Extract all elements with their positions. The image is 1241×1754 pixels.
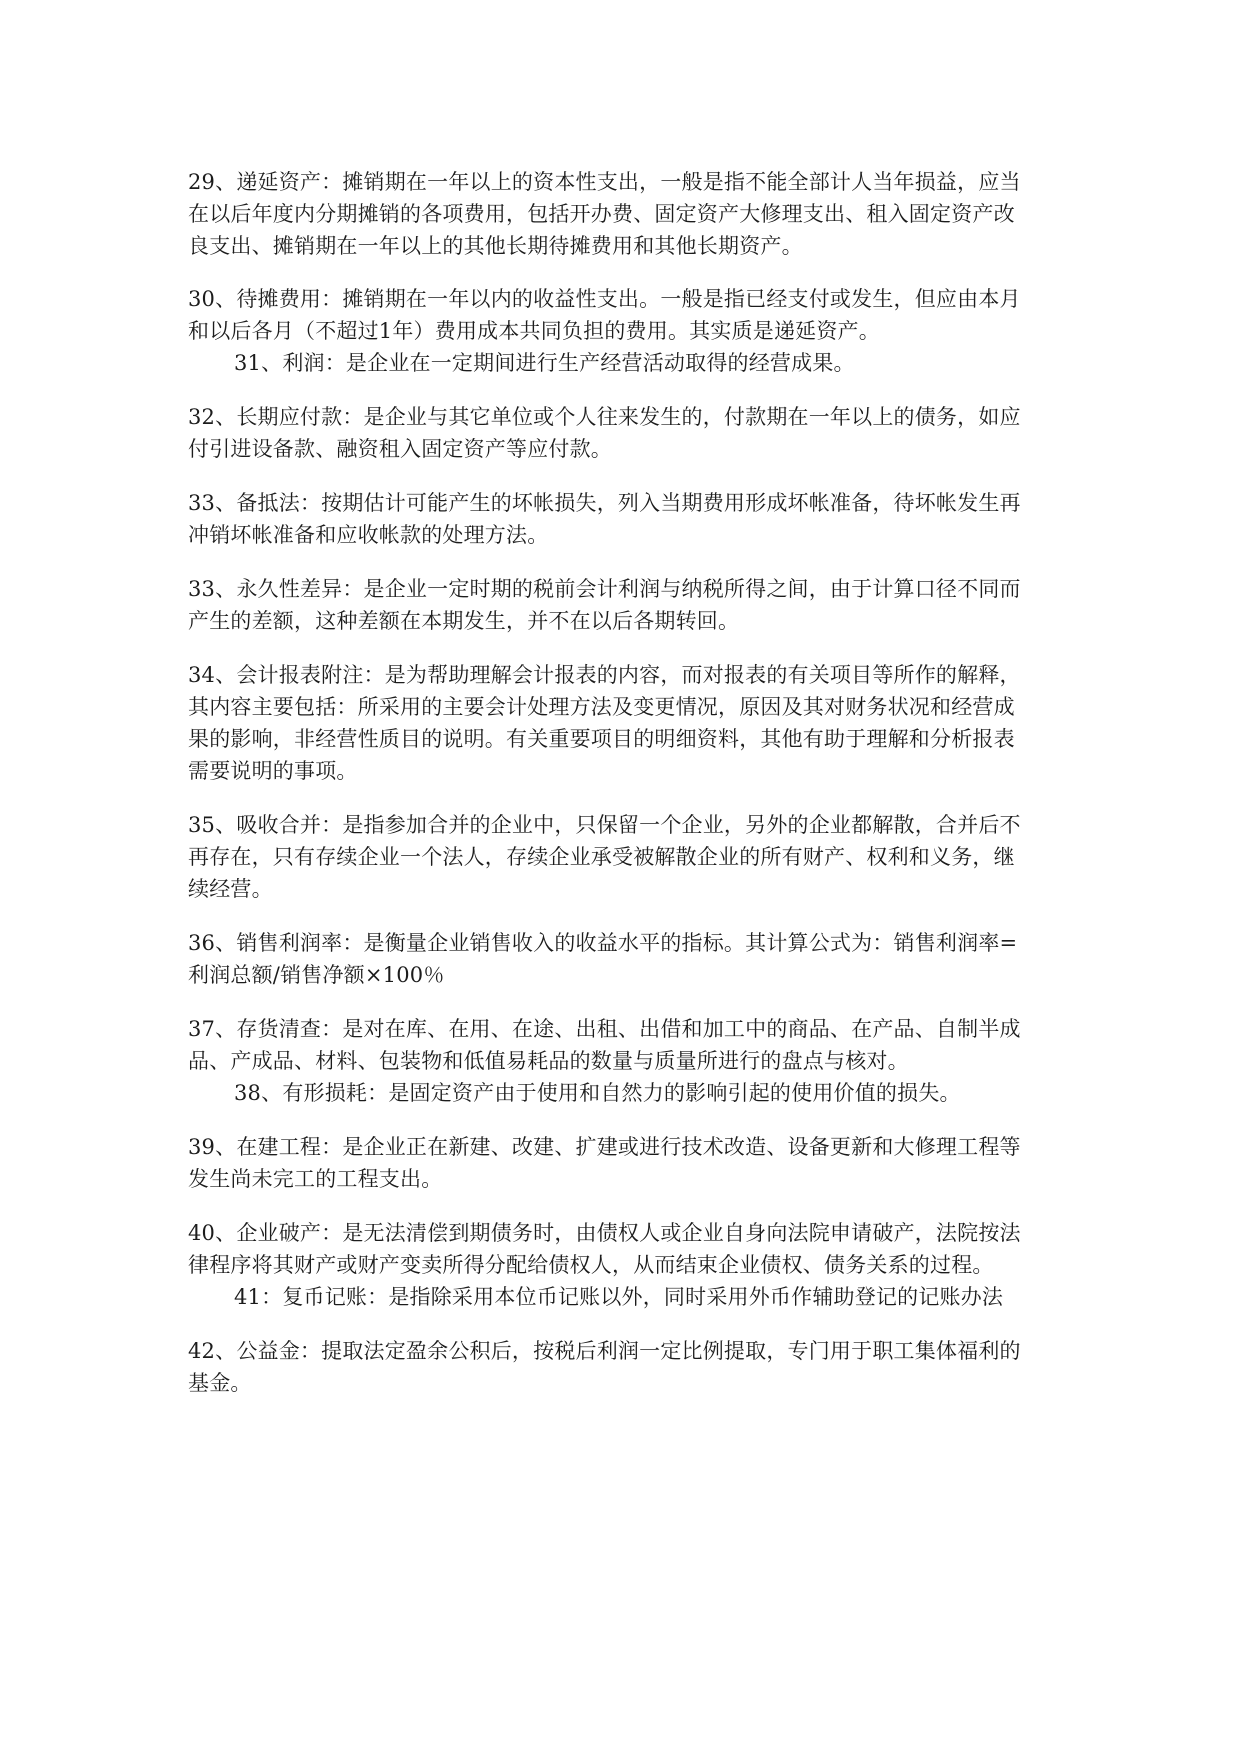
text-line: 37、存货清查：是对在库、在用、在途、出租、出借和加工中的商品、在产品、自制半成 <box>188 1017 1021 1041</box>
text-line: 续经营。 <box>188 877 273 901</box>
text-line: 品、产成品、材料、包装物和低值易耗品的数量与质量所进行的盘点与核对。 <box>188 1049 909 1073</box>
text-line: 41：复币记账：是指除采用本位币记账以外，同时采用外币作辅助登记的记账办法 <box>234 1285 1004 1309</box>
text-line: 36、销售利润率：是衡量企业销售收入的收益水平的指标。其计算公式为：销售利润率= <box>188 931 1018 955</box>
text-line: 29、递延资产：摊销期在一年以上的资本性支出，一般是指不能全部计人当年损益，应当 <box>188 170 1021 194</box>
text-line: 冲销坏帐准备和应收帐款的处理方法。 <box>188 523 549 547</box>
text-line: 32、长期应付款：是企业与其它单位或个人往来发生的，付款期在一年以上的债务，如应 <box>188 405 1021 429</box>
text-line: 再存在，只有存续企业一个法人，存续企业承受被解散企业的所有财产、权利和义务，继 <box>188 845 1015 869</box>
text-line: 30、待摊费用：摊销期在一年以内的收益性支出。一般是指已经支付或发生，但应由本月 <box>188 287 1021 311</box>
text-line: 需要说明的事项。 <box>188 759 358 783</box>
text-line: 发生尚未完工的工程支出。 <box>188 1167 443 1191</box>
text-line: 在以后年度内分期摊销的各项费用，包括开办费、固定资产大修理支出、租入固定资产改 <box>188 202 1015 226</box>
text-line: 其内容主要包括：所采用的主要会计处理方法及变更情况，原因及其对财务状况和经营成 <box>188 695 1015 719</box>
text-line: 33、备抵法：按期估计可能产生的坏帐损失，列入当期费用形成坏帐准备，待坏帐发生再 <box>188 491 1021 515</box>
text-line: 良支出、摊销期在一年以上的其他长期待摊费用和其他长期资产。 <box>188 234 803 258</box>
text-line: 律程序将其财产或财产变卖所得分配给债权人，从而结束企业债权、债务关系的过程。 <box>188 1253 994 1277</box>
text-line: 38、有形损耗：是固定资产由于使用和自然力的影响引起的使用价值的损失。 <box>234 1081 961 1105</box>
text-line: 34、会计报表附注：是为帮助理解会计报表的内容，而对报表的有关项目等所作的解释， <box>188 663 1021 687</box>
text-line: 39、在建工程：是企业正在新建、改建、扩建或进行技术改造、设备更新和大修理工程等 <box>188 1135 1021 1159</box>
text-line: 33、永久性差异：是企业一定时期的税前会计利润与纳税所得之间，由于计算口径不同而 <box>188 577 1021 601</box>
text-line: 40、企业破产：是无法清偿到期债务时，由债权人或企业自身向法院申请破产，法院按法 <box>188 1221 1021 1245</box>
text-line: 和以后各月（不超过1年）费用成本共同负担的费用。其实质是递延资产。 <box>188 319 880 343</box>
text-line: 果的影响，非经营性质目的说明。有关重要项目的明细资料，其他有助于理解和分析报表 <box>188 727 1015 751</box>
text-line: 42、公益金：提取法定盈余公积后，按税后利润一定比例提取，专门用于职工集体福利的 <box>188 1339 1021 1363</box>
text-line: 产生的差额，这种差额在本期发生，并不在以后各期转回。 <box>188 609 740 633</box>
text-line: 35、吸收合并：是指参加合并的企业中，只保留一个企业，另外的企业都解散，合并后不 <box>188 813 1021 837</box>
text-line: 基金。 <box>188 1371 252 1395</box>
text-line: 31、利润：是企业在一定期间进行生产经营活动取得的经营成果。 <box>234 351 855 375</box>
text-line: 付引进设备款、融资租入固定资产等应付款。 <box>188 437 612 461</box>
text-line: 利润总额/销售净额×100％ <box>188 963 445 987</box>
